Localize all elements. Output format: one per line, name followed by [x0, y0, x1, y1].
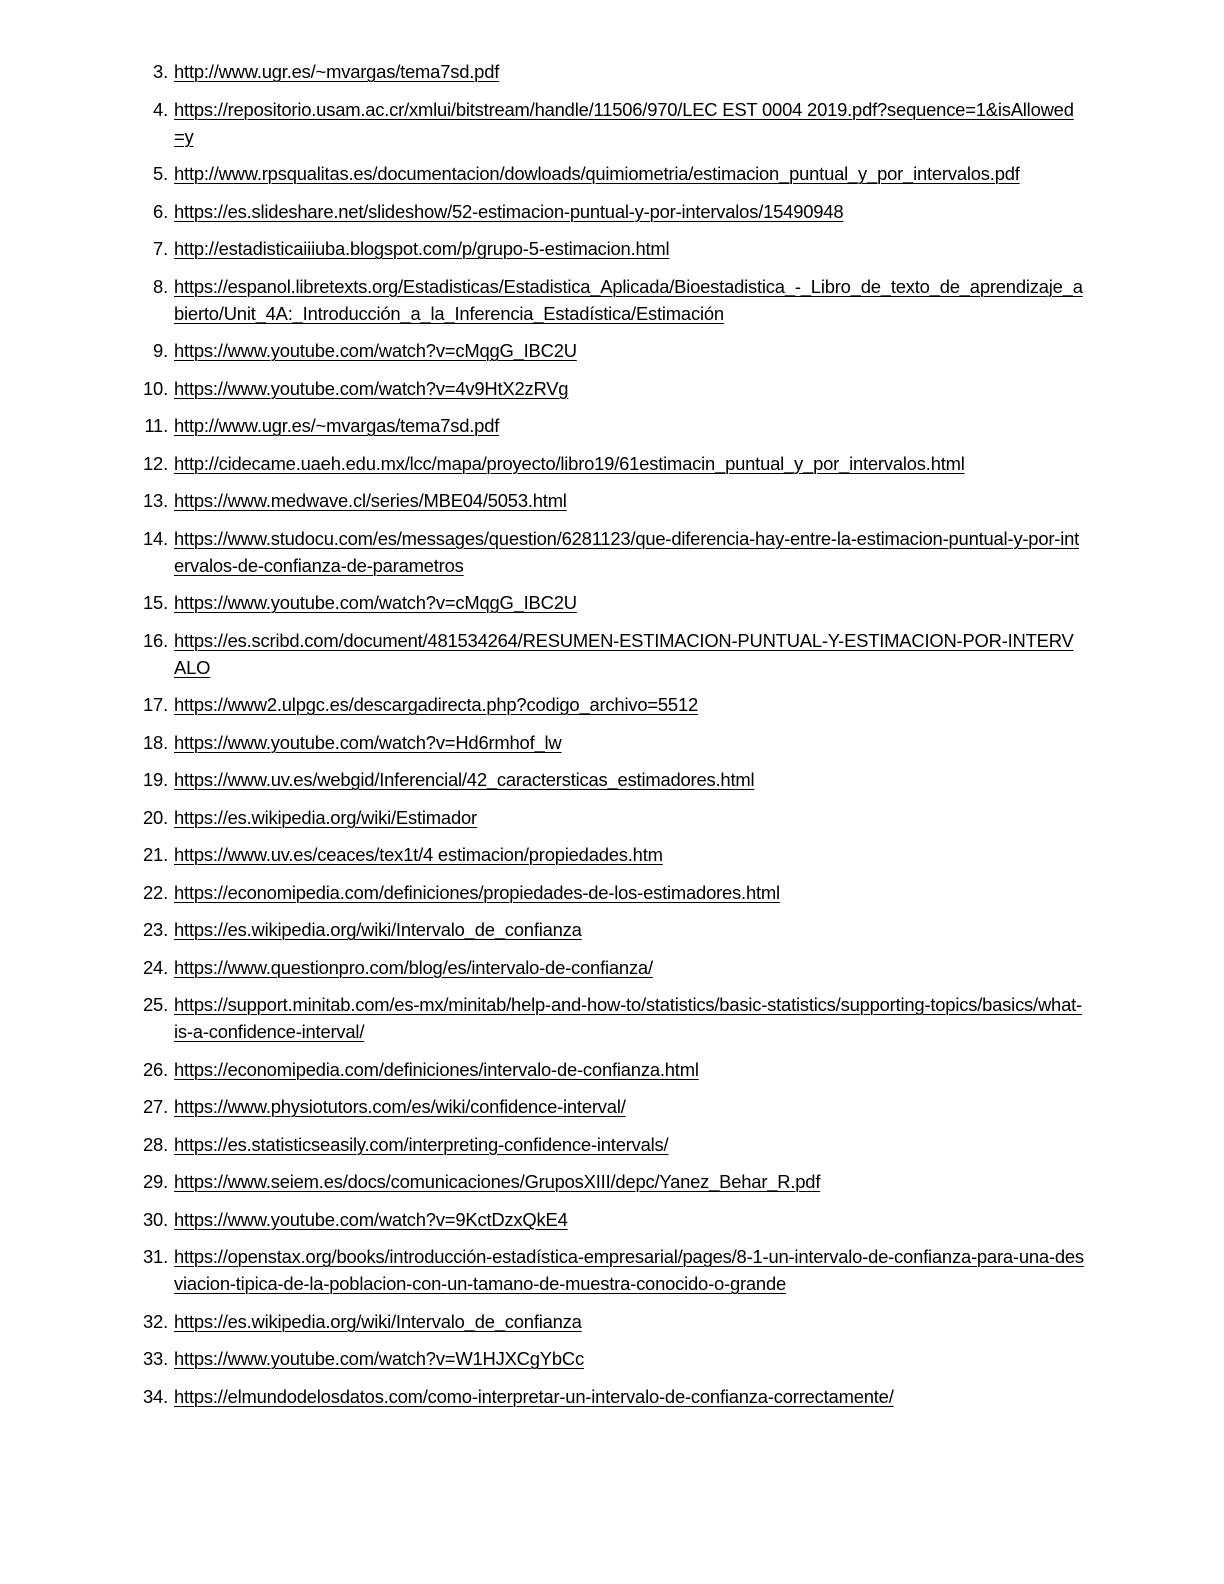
reference-number: 27.	[143, 1096, 168, 1117]
reference-number: 6.	[153, 200, 168, 222]
reference-item	[0, 766, 1224, 793]
reference-number: 12.	[143, 452, 168, 474]
reference-link[interactable]: https://www.medwave.cl/series/MBE04/5053.html	[174, 490, 567, 511]
reference-number: 4.	[153, 98, 168, 120]
reference-link[interactable]: https://es.statisticseasily.com/interpreting-confidence-intervals/	[174, 1133, 669, 1155]
reference-number: 22.	[143, 881, 168, 903]
reference-link[interactable]: https://www.youtube.com/watch?v=cMqgG_IBC2U	[174, 340, 577, 361]
reference-number: 33.	[143, 1348, 168, 1369]
reference-link[interactable]: https://www.youtube.com/watch?v=9KctDzxQkE4	[174, 1208, 568, 1230]
reference-item	[0, 375, 1224, 402]
reference-item	[0, 691, 1224, 718]
reference-item	[0, 589, 1224, 616]
reference-item	[0, 525, 1224, 579]
reference-item	[0, 991, 1224, 1045]
reference-link[interactable]: https://economipedia.com/definiciones/intervalo-de-confianza.html	[174, 1058, 699, 1080]
reference-item	[0, 1093, 1224, 1120]
reference-number: 23.	[143, 919, 168, 940]
reference-link[interactable]: https://www.questionpro.com/blog/es/intervalo-de-confianza/	[174, 956, 653, 978]
reference-link[interactable]: https://economipedia.com/definiciones/propiedades-de-los-estimadores.html	[174, 881, 780, 903]
reference-number: 31.	[143, 1246, 168, 1267]
reference-link[interactable]: https://elmundodelosdatos.com/como-interpretar-un-intervalo-de-confianza-correctamente/	[174, 1385, 894, 1407]
reference-number: 5.	[153, 163, 168, 184]
reference-item	[0, 273, 1224, 327]
reference-item	[0, 198, 1224, 225]
reference-item	[0, 160, 1224, 187]
reference-item	[0, 1131, 1224, 1158]
reference-link[interactable]: https://www.youtube.com/watch?v=cMqgG_IBC2U	[174, 592, 577, 613]
reference-number: 9.	[153, 340, 168, 361]
reference-item	[0, 916, 1224, 943]
reference-link[interactable]: https://www.physiotutors.com/es/wiki/confidence-interval/	[174, 1096, 626, 1117]
reference-link[interactable]: https://espanol.libretexts.org/Estadisticas/Estadistica_Aplicada/Bioestadistica_-_Libro_de_texto_de_aprendizaje_abierto/Unit_4A:_Introducción_a_la_Inferencia_Estadística/Estimación	[174, 275, 1083, 324]
reference-link[interactable]: https://es.wikipedia.org/wiki/Intervalo_de_confianza	[174, 1310, 582, 1332]
reference-number: 7.	[153, 238, 168, 259]
reference-link[interactable]: https://www.youtube.com/watch?v=4v9HtX2zRVg	[174, 377, 569, 399]
reference-link[interactable]: https://www.seiem.es/docs/comunicaciones/GruposXIII/depc/Yanez_Behar_R.pdf	[174, 1171, 821, 1192]
reference-item	[0, 412, 1224, 439]
reference-link[interactable]: http://www.ugr.es/~mvargas/tema7sd.pdf	[174, 61, 500, 82]
reference-number: 3.	[153, 61, 168, 82]
reference-link[interactable]: http://estadisticaiiiuba.blogspot.com/p/grupo-5-estimacion.html	[174, 238, 670, 259]
reference-item	[0, 450, 1224, 477]
reference-link[interactable]: https://es.slideshare.net/slideshow/52-estimacion-puntual-y-por-intervalos/15490948	[174, 200, 844, 222]
reference-link[interactable]: https://www.youtube.com/watch?v=W1HJXCgYbCc	[174, 1348, 584, 1369]
reference-item	[0, 487, 1224, 514]
reference-item	[0, 954, 1224, 981]
reference-link[interactable]: https://www.uv.es/webgid/Inferencial/42_caractersticas_estimadores.html	[174, 769, 755, 790]
reference-item	[0, 729, 1224, 756]
reference-link[interactable]: https://www.uv.es/ceaces/tex1t/4 estimacion/propiedades.htm	[174, 844, 663, 865]
reference-number: 20.	[143, 806, 168, 828]
reference-link[interactable]: https://www.youtube.com/watch?v=Hd6rmhof_lw	[174, 731, 562, 753]
reference-link[interactable]: https://repositorio.usam.ac.cr/xmlui/bitstream/handle/11506/970/LEC EST 0004 2019.pdf?sequence=1&isAllowed=y	[174, 98, 1074, 147]
reference-number: 17.	[143, 694, 168, 715]
reference-link[interactable]: https://www.studocu.com/es/messages/question/6281123/que-diferencia-hay-entre-la-estimacion-puntual-y-por-intervalos-de-confianza-de-parametros	[174, 527, 1080, 576]
reference-number: 10.	[143, 377, 168, 399]
reference-number: 29.	[143, 1171, 168, 1192]
reference-item	[0, 1345, 1224, 1372]
reference-link[interactable]: https://openstax.org/books/introducción-estadística-empresarial/pages/8-1-un-intervalo-de-confianza-para-una-desviacion-tipica-de-la-poblacion-con-un-tamano-de-muestra-conocido-o-grande	[174, 1246, 1084, 1294]
reference-link[interactable]: https://es.scribd.com/document/481534264/RESUMEN-ESTIMACION-PUNTUAL-Y-ESTIMACION-POR-INTERVALO	[174, 629, 1074, 678]
reference-item	[0, 841, 1224, 868]
reference-item	[0, 337, 1224, 364]
reference-number: 21.	[143, 844, 168, 865]
reference-item	[0, 1168, 1224, 1195]
reference-item	[0, 1383, 1224, 1410]
reference-item	[0, 96, 1224, 150]
reference-number: 11.	[144, 415, 168, 436]
reference-item	[0, 1206, 1224, 1233]
reference-link[interactable]: http://www.rpsqualitas.es/documentacion/dowloads/quimiometria/estimacion_puntual_y_por_intervalos.pdf	[174, 163, 1020, 184]
reference-item	[0, 1056, 1224, 1083]
reference-number: 15.	[143, 592, 168, 613]
reference-number: 19.	[143, 769, 168, 790]
reference-link[interactable]: http://www.ugr.es/~mvargas/tema7sd.pdf	[174, 415, 500, 436]
reference-number: 8.	[153, 275, 168, 297]
reference-link[interactable]: https://www2.ulpgc.es/descargadirecta.php?codigo_archivo=5512	[174, 694, 699, 715]
reference-item	[0, 1308, 1224, 1335]
reference-number: 32.	[143, 1310, 168, 1332]
reference-number: 34.	[143, 1385, 168, 1407]
reference-list	[0, 58, 1224, 1410]
reference-number: 13.	[143, 490, 168, 511]
reference-item	[0, 879, 1224, 906]
reference-item	[0, 804, 1224, 831]
reference-number: 30.	[143, 1208, 168, 1230]
reference-number: 28.	[143, 1133, 168, 1155]
reference-item	[0, 627, 1224, 681]
reference-number: 18.	[143, 731, 168, 753]
reference-link[interactable]: https://es.wikipedia.org/wiki/Estimador	[174, 806, 477, 828]
reference-link[interactable]: https://support.minitab.com/es-mx/minitab/help-and-how-to/statistics/basic-statistics/supporting-topics/basics/what-is-a-confidence-interval/	[174, 994, 1082, 1042]
reference-number: 25.	[143, 994, 168, 1015]
reference-number: 24.	[143, 956, 168, 978]
reference-item	[0, 1243, 1224, 1297]
reference-number: 16.	[143, 629, 168, 651]
reference-link[interactable]: https://es.wikipedia.org/wiki/Intervalo_de_confianza	[174, 919, 582, 940]
reference-link[interactable]: http://cidecame.uaeh.edu.mx/lcc/mapa/proyecto/libro19/61estimacin_puntual_y_por_intervalos.html	[174, 452, 965, 474]
reference-number: 26.	[143, 1058, 168, 1080]
reference-item	[0, 235, 1224, 262]
reference-item	[0, 58, 1224, 85]
document-page	[0, 58, 1224, 1420]
reference-number: 14.	[143, 527, 168, 549]
